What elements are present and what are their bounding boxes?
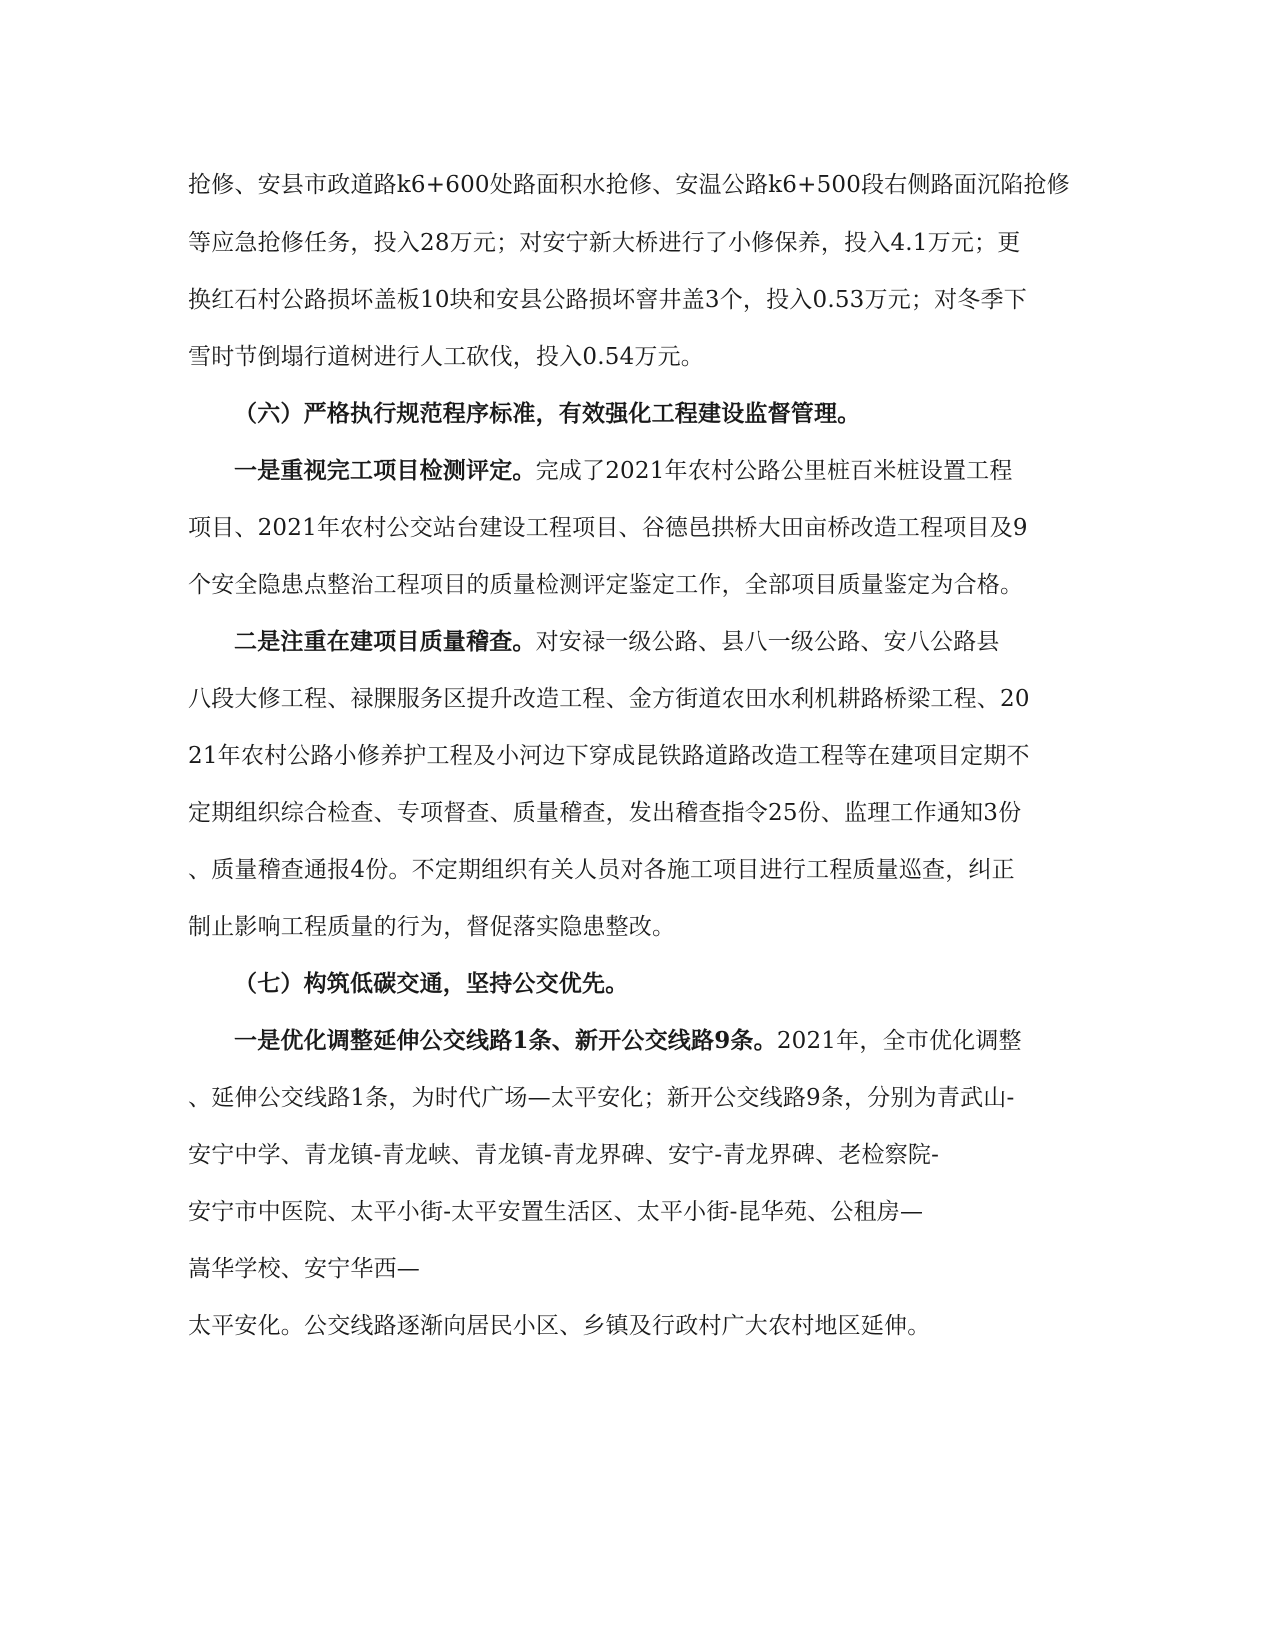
paragraph-line: 个安全隐患点整治工程项目的质量检测评定鉴定工作，全部项目质量鉴定为合格。 — [188, 572, 1024, 598]
paragraph-text: 对安禄一级公路、县八一级公路、安八公路县 — [535, 629, 1000, 655]
bold-lead: 二是注重在建项目质量稽查。 — [234, 628, 536, 655]
paragraph-line: 安宁市中医院、太平小街-太平安置生活区、太平小街-昆华苑、公租房— — [188, 1199, 924, 1225]
bold-lead: 一是优化调整延伸公交线路1条、新开公交线路9条。 — [234, 1027, 777, 1054]
section-heading-7: （七）构筑低碳交通，坚持公交优先。 — [234, 970, 629, 997]
paragraph-line: 等应急抢修任务，投入28万元；对安宁新大桥进行了小修保养，投入4.1万元；更 — [188, 230, 1021, 256]
paragraph-line: 安宁中学、青龙镇-青龙峡、青龙镇-青龙界碑、安宁-青龙界碑、老检察院- — [188, 1142, 940, 1168]
section-heading-6: （六）严格执行规范程序标准，有效强化工程建设监督管理。 — [234, 400, 861, 427]
paragraph-line: 制止影响工程质量的行为，督促落实隐患整改。 — [188, 914, 676, 940]
paragraph-line — [234, 1026, 1022, 1056]
paragraph-line: 雪时节倒塌行道树进行人工砍伐，投入0.54万元。 — [188, 344, 705, 370]
paragraph-line: 21年农村公路小修养护工程及小河边下穿成昆铁路道路改造工程等在建项目定期不 — [188, 743, 1030, 769]
paragraph-line: 定期组织综合检查、专项督查、质量稽查，发出稽查指令25份、监理工作通知3份 — [188, 800, 1022, 826]
paragraph-line: 太平安化。公交线路逐渐向居民小区、乡镇及行政村广大农村地区延伸。 — [188, 1313, 931, 1339]
paragraph-line: 抢修、安县市政道路k6+600处路面积水抢修、安温公路k6+500段右侧路面沉陷抢修 — [188, 172, 1070, 198]
paragraph-line: 、质量稽查通报4份。不定期组织有关人员对各施工项目进行工程质量巡查，纠正 — [188, 857, 1015, 883]
paragraph-line: 嵩华学校、安宁华西— — [188, 1256, 420, 1282]
paragraph-line: 换红石村公路损坏盖板10块和安县公路损坏窨井盖3个，投入0.53万元；对冬季下 — [188, 287, 1027, 313]
paragraph-line: 项目、2021年农村公交站台建设工程项目、谷德邑拱桥大田亩桥改造工程项目及9 — [188, 515, 1028, 541]
paragraph-line: 、延伸公交线路1条，为时代广场—太平安化；新开公交线路9条，分别为青武山- — [188, 1085, 1015, 1111]
paragraph-text: 完成了2021年农村公路公里桩百米桩设置工程 — [535, 458, 1013, 484]
paragraph-line: 八段大修工程、禄腂服务区提升改造工程、金方街道农田水利机耕路桥梁工程、20 — [188, 686, 1030, 712]
bold-lead: 一是重视完工项目检测评定。 — [234, 457, 536, 484]
paragraph-line — [234, 627, 1000, 657]
paragraph-text: 2021年，全市优化调整 — [776, 1028, 1022, 1054]
paragraph-line — [234, 456, 1013, 486]
